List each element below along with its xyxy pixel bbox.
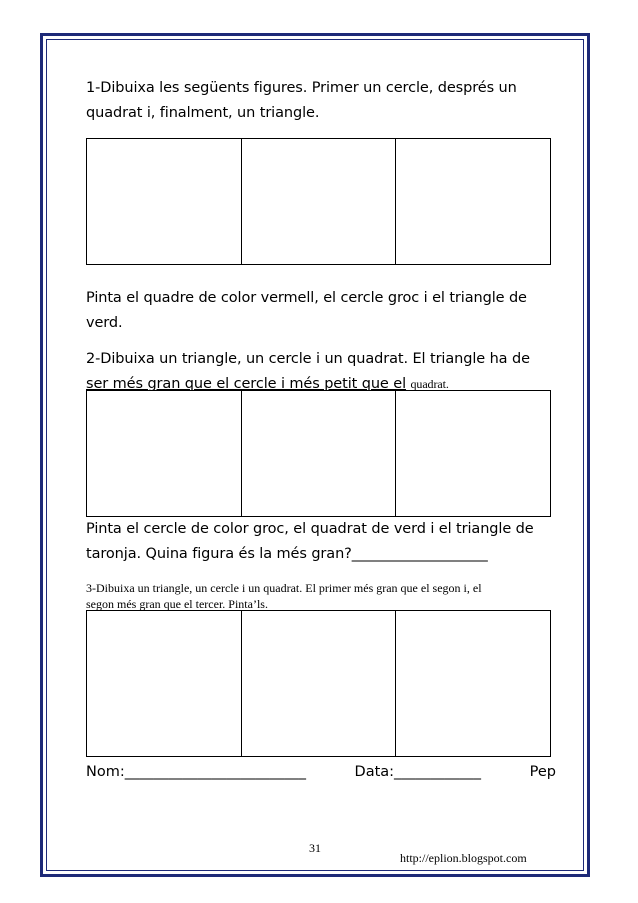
drawing-grid-2 bbox=[86, 390, 551, 517]
exercise-3-line-2: segon més gran que el tercer. Pinta’ls. bbox=[86, 597, 268, 611]
instruction-2-text bbox=[86, 517, 556, 567]
drawing-box[interactable] bbox=[87, 391, 242, 517]
instruction-1-line-1: Pinta el quadre de color vermell, el cercle groc i el triangle de bbox=[86, 290, 527, 306]
drawing-box[interactable] bbox=[241, 139, 396, 265]
name-field[interactable]: Nom:_________________________ bbox=[86, 764, 306, 780]
exercise-1-text bbox=[86, 76, 556, 126]
instruction-1-line-2: verd. bbox=[86, 315, 123, 331]
exercise-3-line-1: 3-Dibuixa un triangle, un cercle i un quadrat. El primer més gran que el segon i, el bbox=[86, 581, 482, 595]
name-date-row bbox=[86, 762, 556, 782]
exercise-2-underlined-text: ser més gran que el cercle i més petit que el bbox=[86, 376, 407, 392]
drawing-box[interactable] bbox=[396, 611, 551, 757]
exercise-2-tail-text: quadrat. bbox=[410, 377, 449, 391]
exercise-1-line-1: 1-Dibuixa les següents figures. Primer un cercle, després un bbox=[86, 80, 517, 96]
exercise-3-text bbox=[86, 580, 546, 612]
drawing-grid-3 bbox=[86, 610, 551, 757]
source-url: http://eplion.blogspot.com bbox=[400, 851, 527, 865]
drawing-box[interactable] bbox=[87, 611, 242, 757]
instruction-1-text bbox=[86, 286, 556, 336]
drawing-grid-1 bbox=[86, 138, 551, 265]
answer-blank[interactable]: ___________________ bbox=[351, 546, 488, 562]
date-field[interactable]: Data:____________ bbox=[354, 764, 482, 780]
instruction-2-line-2 bbox=[86, 542, 556, 567]
drawing-box[interactable] bbox=[396, 139, 551, 265]
exercise-2-line-1: 2-Dibuixa un triangle, un cercle i un quadrat. El triangle ha de bbox=[86, 351, 530, 367]
instruction-2-question: taronja. Quina figura és la més gran? bbox=[86, 546, 352, 562]
instruction-2-line-1: Pinta el cercle de color groc, el quadrat de verd i el triangle de bbox=[86, 521, 534, 537]
drawing-box[interactable] bbox=[396, 391, 551, 517]
drawing-box[interactable] bbox=[241, 611, 396, 757]
page-number: 31 bbox=[309, 841, 321, 855]
drawing-box[interactable] bbox=[87, 139, 242, 265]
exercise-1-line-2: quadrat i, finalment, un triangle. bbox=[86, 105, 320, 121]
drawing-box[interactable] bbox=[241, 391, 396, 517]
author-signature: Pep bbox=[529, 764, 556, 780]
